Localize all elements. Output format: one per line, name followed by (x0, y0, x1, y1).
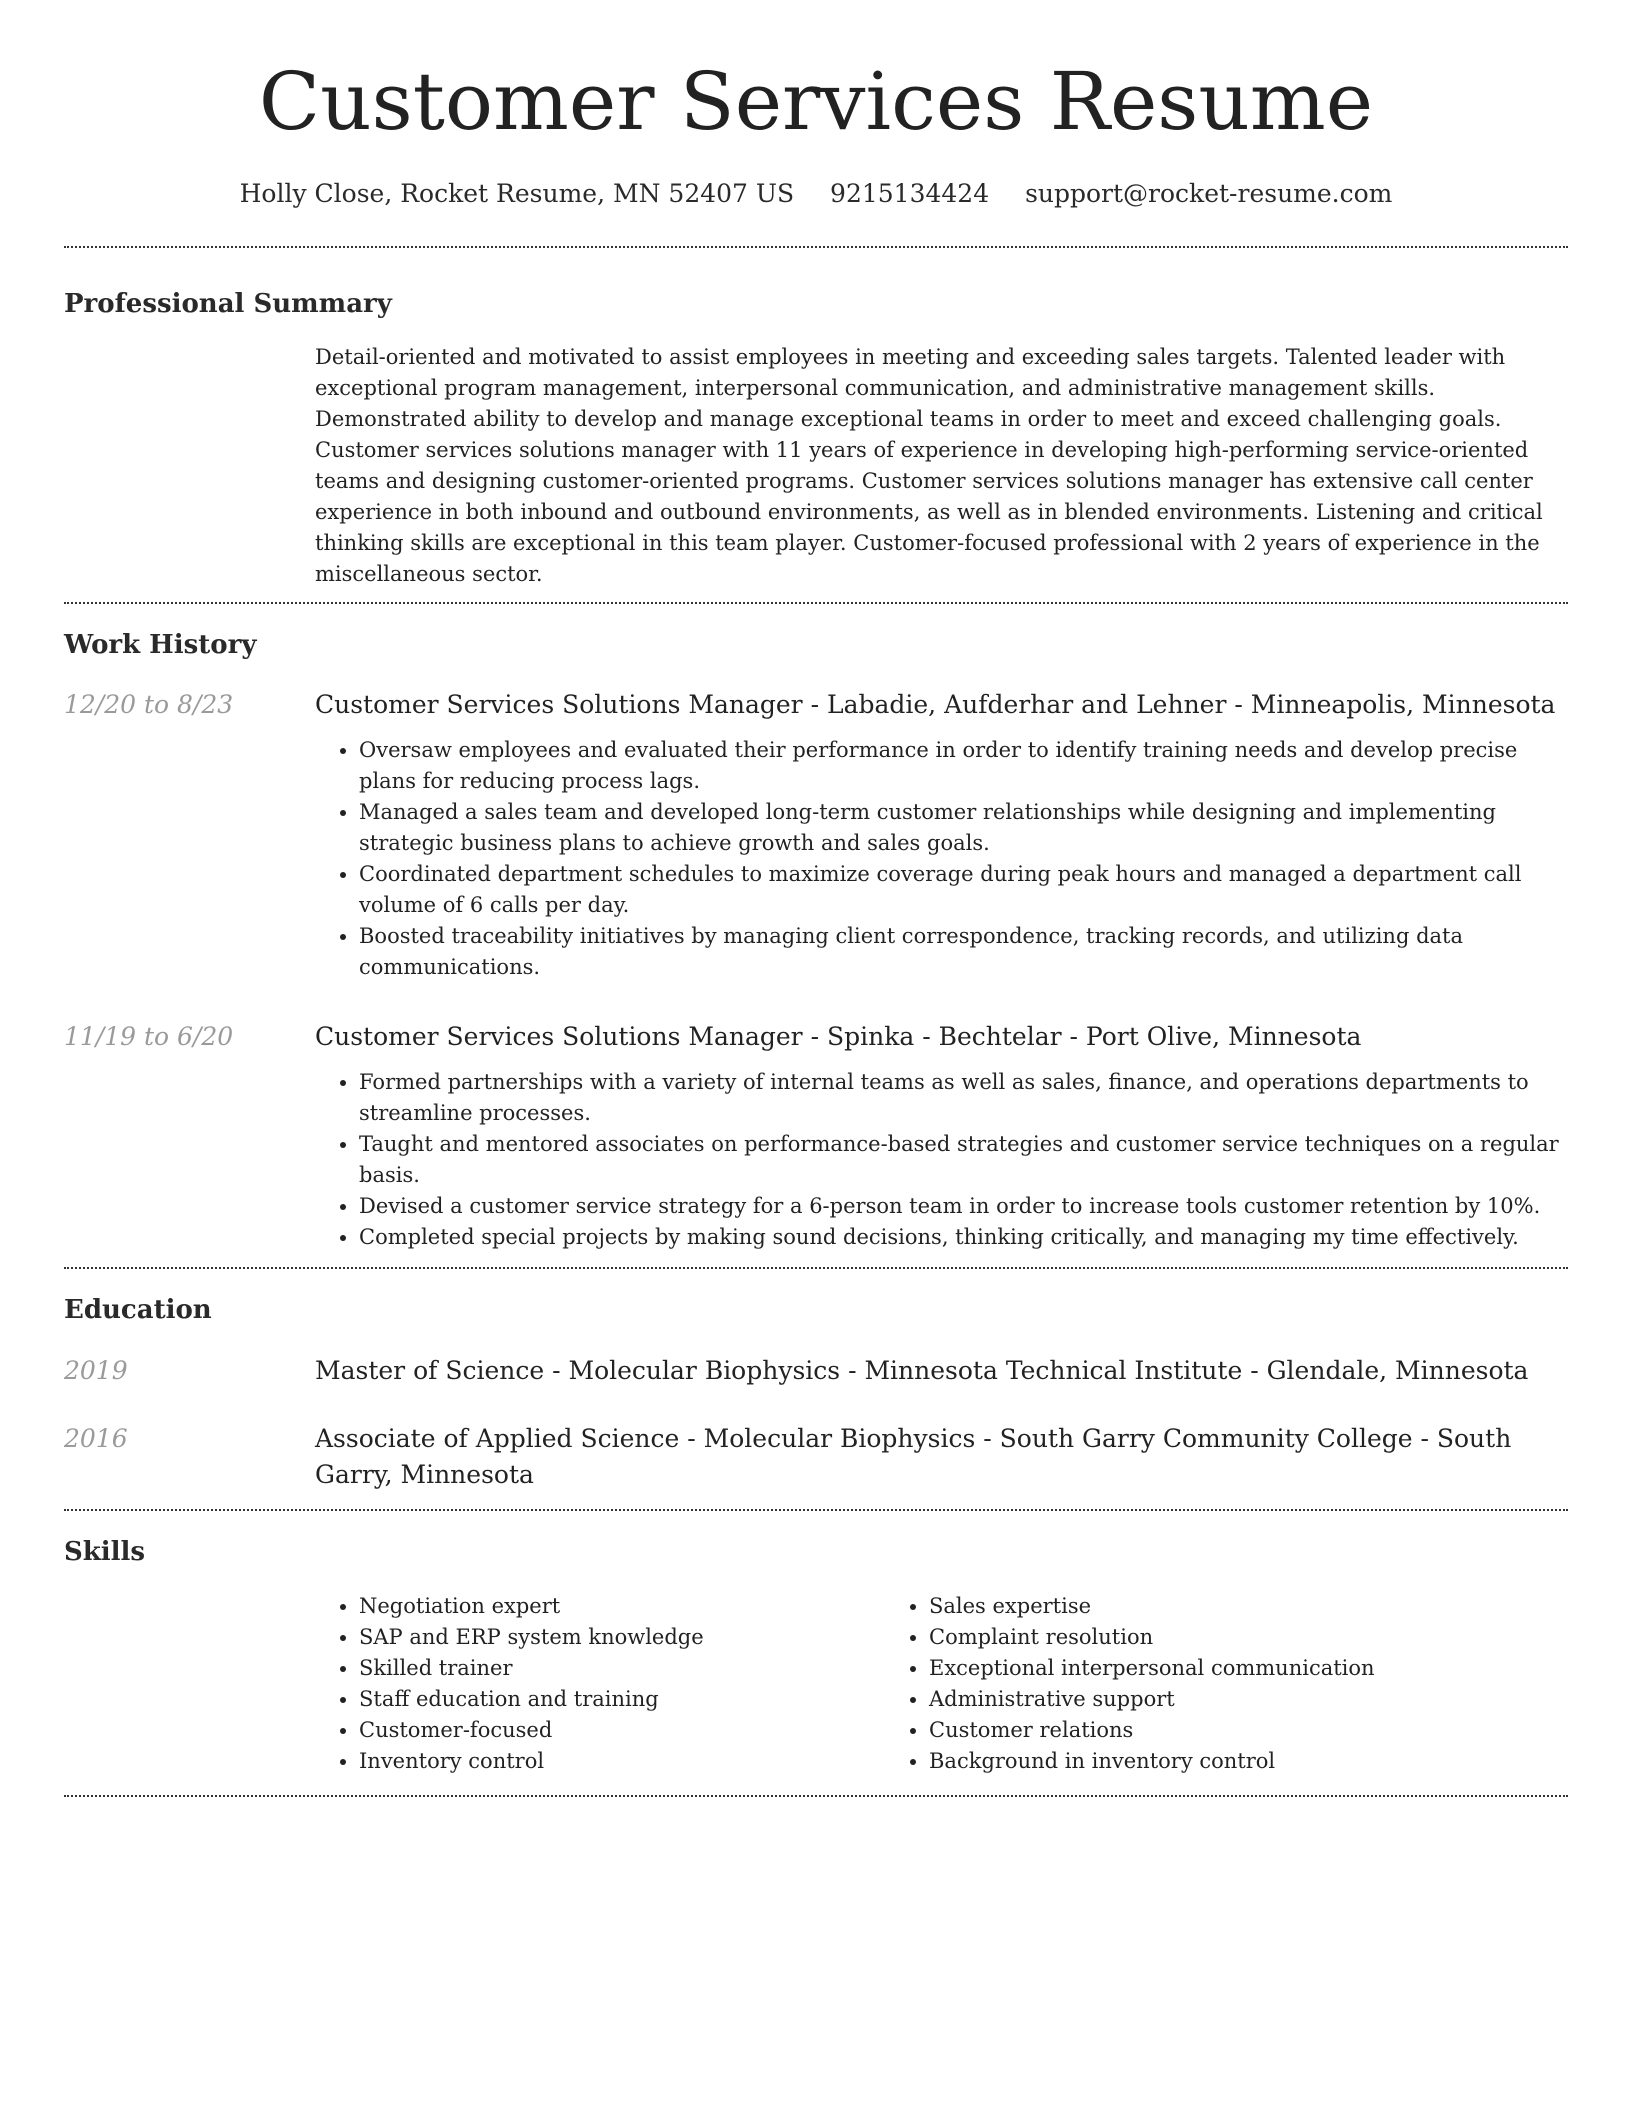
skill-item: • Negotiation expert (359, 1591, 885, 1622)
education-heading: Associate of Applied Science - Molecular Biophysics - South Garry Community College - South Garry, Minnesota (315, 1424, 1512, 1489)
job-bullet: • Coordinated department schedules to maximize coverage during peak hours and managed a department call volume of 6 calls per day. (359, 859, 1568, 921)
contact-email: support@rocket-resume.com (1025, 179, 1393, 208)
skills-list-left (315, 1591, 885, 1777)
job-bullet: • Formed partnerships with a variety of internal teams as well as sales, finance, and operations departments to streamline processes. (359, 1067, 1568, 1129)
skill-item: • Sales expertise (929, 1591, 1455, 1622)
job-heading: Customer Services Solutions Manager - Spinka - Bechtelar - Port Olive, Minnesota (315, 1022, 1362, 1051)
skill-item: • Staff education and training (359, 1684, 885, 1715)
education-body (315, 1353, 1568, 1389)
job-dates: 11/19 to 6/20 (64, 1022, 234, 1051)
education-heading: Master of Science - Molecular Biophysics - Minnesota Technical Institute - Glendale, Minnesota (315, 1356, 1529, 1385)
job-entry (64, 687, 1568, 983)
skill-item: • Administrative support (929, 1684, 1455, 1715)
education-year: 2019 (64, 1356, 128, 1385)
education-body (315, 1421, 1568, 1493)
skill-item: • Skilled trainer (359, 1653, 885, 1684)
summary-title: Professional Summary (64, 289, 392, 319)
skills-title: Skills (64, 1537, 146, 1567)
skill-item: • Complaint resolution (929, 1622, 1455, 1653)
skills-columns (315, 1591, 1568, 1795)
contact-phone: 9215134424 (830, 179, 990, 208)
work-history-section (64, 604, 1568, 1267)
skill-item: • Customer-focused (359, 1715, 885, 1746)
divider (64, 1795, 1568, 1797)
skills-list-right (885, 1591, 1455, 1777)
contact-line (64, 178, 1568, 210)
job-bullet: • Completed special projects by making sound decisions, thinking critically, and managing my time effectively. (359, 1222, 1568, 1253)
job-bullet: • Taught and mentored associates on performance-based strategies and customer service techniques on a regular basis. (359, 1129, 1568, 1191)
education-year: 2016 (64, 1424, 128, 1453)
job-bullet: • Boosted traceability initiatives by managing client correspondence, tracking records, and utilizing data communications. (359, 921, 1568, 983)
work-history-title: Work History (64, 630, 257, 660)
resume-title: Customer Services Resume (258, 55, 1374, 148)
skills-section (64, 1511, 1568, 1795)
job-bullets (315, 735, 1568, 983)
job-entry (64, 1019, 1568, 1253)
education-entry (64, 1421, 1568, 1493)
skill-item: • Inventory control (359, 1746, 885, 1777)
contact-address: Holly Close, Rocket Resume, MN 52407 US (239, 179, 795, 208)
education-entry (64, 1353, 1568, 1389)
job-bullet: • Managed a sales team and developed long-term customer relationships while designing and implementing strategic business plans to achieve growth and sales goals. (359, 797, 1568, 859)
skill-item: • Background in inventory control (929, 1746, 1455, 1777)
education-section (64, 1269, 1568, 1509)
job-heading: Customer Services Solutions Manager - Labadie, Aufderhar and Lehner - Minneapolis, Minnesota (315, 690, 1556, 719)
summary-section (64, 248, 1568, 602)
summary-text: Detail-oriented and motivated to assist employees in meeting and exceeding sales targets. Talented leader with exceptional program management, interpersonal communication, and administrative management skills. Demonstrated ability to develop and manage exceptional teams in order to meet and exceed challenging goals. Customer services solutions manager with 11 years of experience in developing high-performing service-oriented teams and designing customer-oriented programs. Customer services solutions manager has extensive call center experience in both inbound and outbound environments, as well as in blended environments. Listening and critical thinking skills are exceptional in this team player. Customer-focused professional with 2 years of experience in the miscellaneous sector. (315, 345, 1543, 586)
job-bullet: • Devised a customer service strategy for a 6-person team in order to increase tools customer retention by 10%. (359, 1191, 1568, 1222)
skill-item: • Customer relations (929, 1715, 1455, 1746)
job-bullets (315, 1067, 1568, 1253)
job-body (315, 1019, 1568, 1253)
education-title: Education (64, 1295, 212, 1325)
skill-item: • SAP and ERP system knowledge (359, 1622, 885, 1653)
job-dates: 12/20 to 8/23 (64, 690, 234, 719)
job-bullet: • Oversaw employees and evaluated their performance in order to identify training needs and develop precise plans for reducing process lags. (359, 735, 1568, 797)
job-body (315, 687, 1568, 983)
skill-item: • Exceptional interpersonal communication (929, 1653, 1455, 1684)
